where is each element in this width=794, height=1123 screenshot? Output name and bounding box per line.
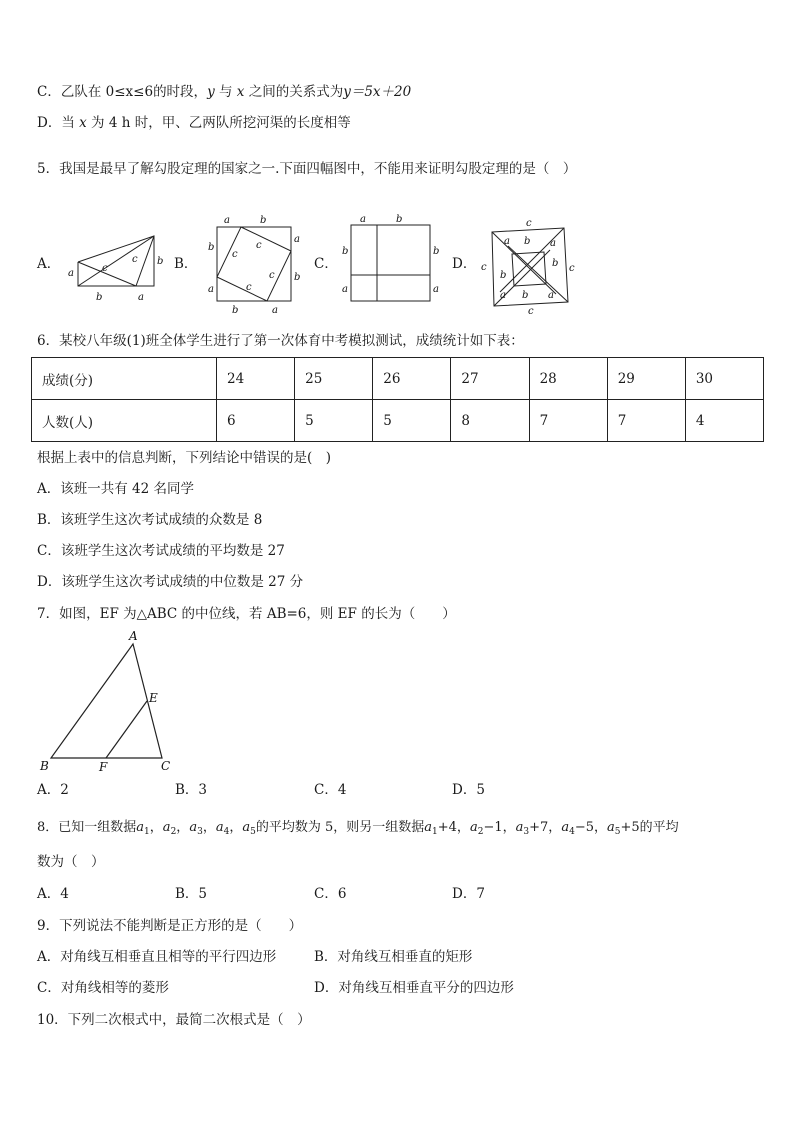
q5c-a1: a <box>360 214 366 225</box>
vertex-a-label: A <box>129 629 138 643</box>
q5d-b3: b <box>500 270 507 281</box>
table-cell: 29 <box>607 358 685 400</box>
q5c-b1: b <box>396 214 403 225</box>
vertex-e-label: E <box>149 691 158 705</box>
q5d-b4: b <box>522 290 529 301</box>
q8-stem-line2: 数为（ ） <box>37 854 105 870</box>
q5b-c4: c <box>246 282 252 293</box>
q6-question: 根据上表中的信息判断，下列结论中错误的是( ) <box>37 450 332 466</box>
table-cell: 5 <box>295 400 373 442</box>
q5c-a2: a <box>342 284 348 295</box>
q5-figure-b <box>202 212 306 320</box>
table-cell: 7 <box>607 400 685 442</box>
q5b-b4: b <box>232 305 239 316</box>
q5a-letter-c: c <box>102 263 108 274</box>
q5b-c2: c <box>232 249 238 260</box>
q7-option-d: D．5 <box>452 782 485 798</box>
vertex-f-label: F <box>99 760 108 774</box>
q5b-c3: c <box>269 270 275 281</box>
q5d-a3: a <box>500 290 506 301</box>
q5-label-d: D． <box>452 256 477 272</box>
q5-label-c: C． <box>314 256 338 272</box>
q7-option-a: A．2 <box>37 782 69 798</box>
table-row <box>32 358 764 400</box>
q5a-letter-c2: c <box>132 254 138 265</box>
table-row <box>32 400 764 442</box>
table-cell: 28 <box>529 358 607 400</box>
q5d-c4: c <box>528 306 534 316</box>
q5-figure-c <box>338 212 444 306</box>
q8-option-c: C．6 <box>314 886 347 902</box>
q5b-b1: b <box>260 215 267 226</box>
q5c-b3: b <box>433 246 440 257</box>
q8-stem: 8．已知一组数据$a_1$，$a_2$，$a_3$，$a_4$，$a_5$的平均数为 5，则另一组数据$a_1+4$，$a_2-1$，$a_3+7$，$a_4-5$，$a_5+5$的平均 <box>37 820 679 837</box>
q5d-c2: c <box>481 262 487 273</box>
q9-option-d: D．对角线互相垂直平分的四边形 <box>314 980 514 996</box>
table-row-header: 人数(人) <box>32 400 217 442</box>
q5-figure-d <box>478 216 578 316</box>
vertex-c-label: C <box>161 759 171 773</box>
table-cell: 27 <box>451 358 529 400</box>
q5-stem: 5．我国是最早了解勾股定理的国家之一.下面四幅图中，不能用来证明勾股定理的是（ ） <box>37 161 577 177</box>
table-cell: 24 <box>217 358 295 400</box>
q5d-b1: b <box>524 236 531 247</box>
q5b-b3: b <box>208 242 215 253</box>
q9-stem: 9．下列说法不能判断是正方形的是（ ） <box>37 918 303 934</box>
q6-option-b: B．该班学生这次考试成绩的众数是 8 <box>37 512 263 528</box>
q4-option-c: C．乙队在 0≤x≤6的时段，y 与 x 之间的关系式为y＝5x＋20 <box>37 84 412 100</box>
q6-option-d: D．该班学生这次考试成绩的中位数是 27 分 <box>37 574 304 590</box>
table-cell: 25 <box>295 358 373 400</box>
q5a-letter-b: b <box>96 292 103 302</box>
q9-option-a: A．对角线互相垂直且相等的平行四边形 <box>37 949 277 965</box>
q5a-letter-a: a <box>68 268 74 279</box>
q8-option-a: A．4 <box>37 886 69 902</box>
q5a-letter-a2: a <box>138 292 144 302</box>
q5d-a2: a <box>550 238 556 249</box>
score-table <box>31 357 764 442</box>
q5a-letter-b2: b <box>157 256 164 267</box>
q5b-a2: a <box>294 234 300 245</box>
q5b-a4: a <box>272 305 278 316</box>
table-cell: 7 <box>529 400 607 442</box>
q6-option-a: A．该班一共有 42 名同学 <box>37 481 195 497</box>
q5d-a4: a <box>548 290 554 301</box>
q5d-c1: c <box>526 218 532 229</box>
q9-option-b: B．对角线互相垂直的矩形 <box>314 949 473 965</box>
table-cell: 30 <box>685 358 763 400</box>
table-cell: 6 <box>217 400 295 442</box>
q4-option-d: D．当 x 为 4 h 时，甲、乙两队所挖河渠的长度相等 <box>37 115 351 131</box>
q8-option-b: B．5 <box>175 886 208 902</box>
q5d-b2: b <box>552 258 559 269</box>
q7-triangle-figure <box>36 626 186 776</box>
table-cell: 8 <box>451 400 529 442</box>
q5d-a1: a <box>504 236 510 247</box>
q5-label-b: B． <box>174 256 198 272</box>
vertex-b-label: B <box>40 759 49 773</box>
q5b-a1: a <box>224 215 230 226</box>
table-cell: 4 <box>685 400 763 442</box>
q7-stem: 7．如图，EF 为△ABC 的中位线，若 AB=6，则 EF 的长为（ ） <box>37 606 456 622</box>
q5c-a3: a <box>433 284 439 295</box>
q5b-b2: b <box>294 272 301 283</box>
q10-stem: 10．下列二次根式中，最简二次根式是（ ） <box>37 1012 311 1028</box>
q5b-c1: c <box>256 240 262 251</box>
table-row-header: 成绩(分) <box>32 358 217 400</box>
q8-option-d: D．7 <box>452 886 485 902</box>
q5-label-a: A． <box>37 256 61 272</box>
q7-option-b: B．3 <box>175 782 208 798</box>
table-cell: 26 <box>373 358 451 400</box>
q7-option-c: C．4 <box>314 782 347 798</box>
q5d-c3: c <box>569 263 575 274</box>
q6-stem: 6．某校八年级(1)班全体学生进行了第一次体育中考模拟测试，成绩统计如下表： <box>37 333 524 349</box>
q5c-b2: b <box>342 246 349 257</box>
table-cell: 5 <box>373 400 451 442</box>
q9-option-c: C．对角线相等的菱形 <box>37 980 169 996</box>
q5b-a3: a <box>208 284 214 295</box>
q6-option-c: C．该班学生这次考试成绩的平均数是 27 <box>37 543 285 559</box>
q5-figure-a <box>62 226 166 302</box>
